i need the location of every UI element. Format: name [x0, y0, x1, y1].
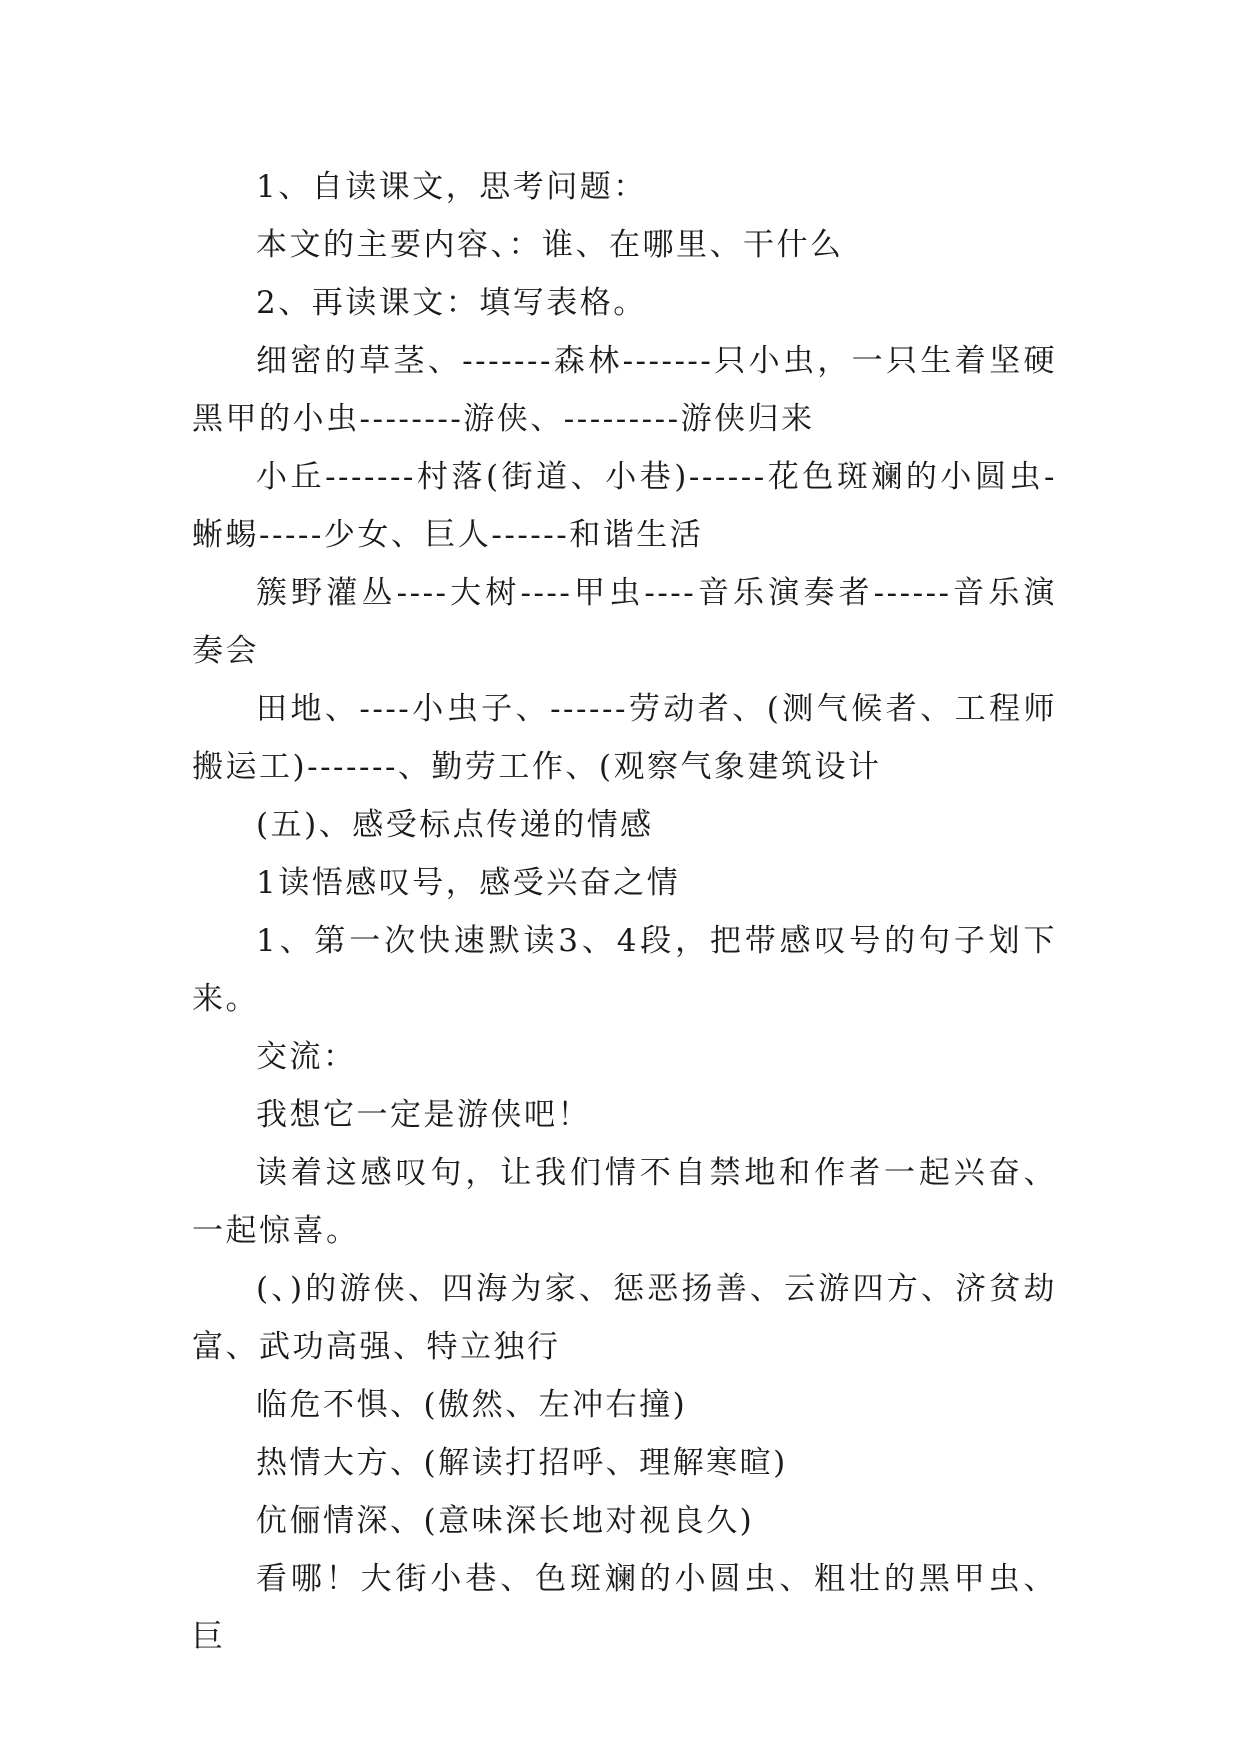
paragraph-16: 热情大方、(解读打招呼、理解寒暄)	[256, 1445, 788, 1481]
paragraph-7: 田地、----小虫子、------劳动者、(测气候者、工程师搬运工)-------、勤劳工作、(观察气象建筑设计	[192, 691, 1057, 785]
paragraph-3: 2、再读课文：填写表格。	[256, 285, 647, 321]
paragraph-12: 我想它一定是游侠吧！	[256, 1097, 591, 1133]
paragraph-9: 1读悟感叹号，感受兴奋之情	[256, 865, 681, 901]
paragraph-13: 读着这感叹句，让我们情不自禁地和作者一起兴奋、一起惊喜。	[192, 1155, 1057, 1249]
paragraph-11: 交流：	[256, 1039, 357, 1075]
paragraph-5: 小丘-------村落(街道、小巷)------花色斑斓的小圆虫-蜥蜴-----少女、巨人------和谐生活	[192, 459, 1057, 553]
section-heading: (五)、感受标点传递的情感	[256, 807, 654, 843]
paragraph-10: 1、第一次快速默读3、4段，把带感叹号的句子划下来。	[192, 923, 1057, 1017]
paragraph-17: 伉俪情深、(意味深长地对视良久)	[256, 1503, 755, 1539]
paragraph-18: 看哪！大街小巷、色斑斓的小圆虫、粗壮的黑甲虫、巨	[192, 1561, 1057, 1655]
paragraph-15: 临危不惧、(傲然、左冲右撞)	[256, 1387, 688, 1423]
document-body	[192, 158, 1057, 1666]
paragraph-14: (、)的游侠、四海为家、惩恶扬善、云游四方、济贫劫富、武功高强、特立独行	[192, 1271, 1057, 1365]
paragraph-6: 簇野灌丛----大树----甲虫----音乐演奏者------音乐演奏会	[192, 575, 1057, 669]
paragraph-1: 1、自读课文，思考问题：	[256, 169, 647, 205]
paragraph-4: 细密的草茎、-------森林-------只小虫，一只生着坚硬黑甲的小虫--------游侠、---------游侠归来	[192, 343, 1057, 437]
paragraph-2: 本文的主要内容、：谁、在哪里、干什么	[256, 227, 844, 263]
